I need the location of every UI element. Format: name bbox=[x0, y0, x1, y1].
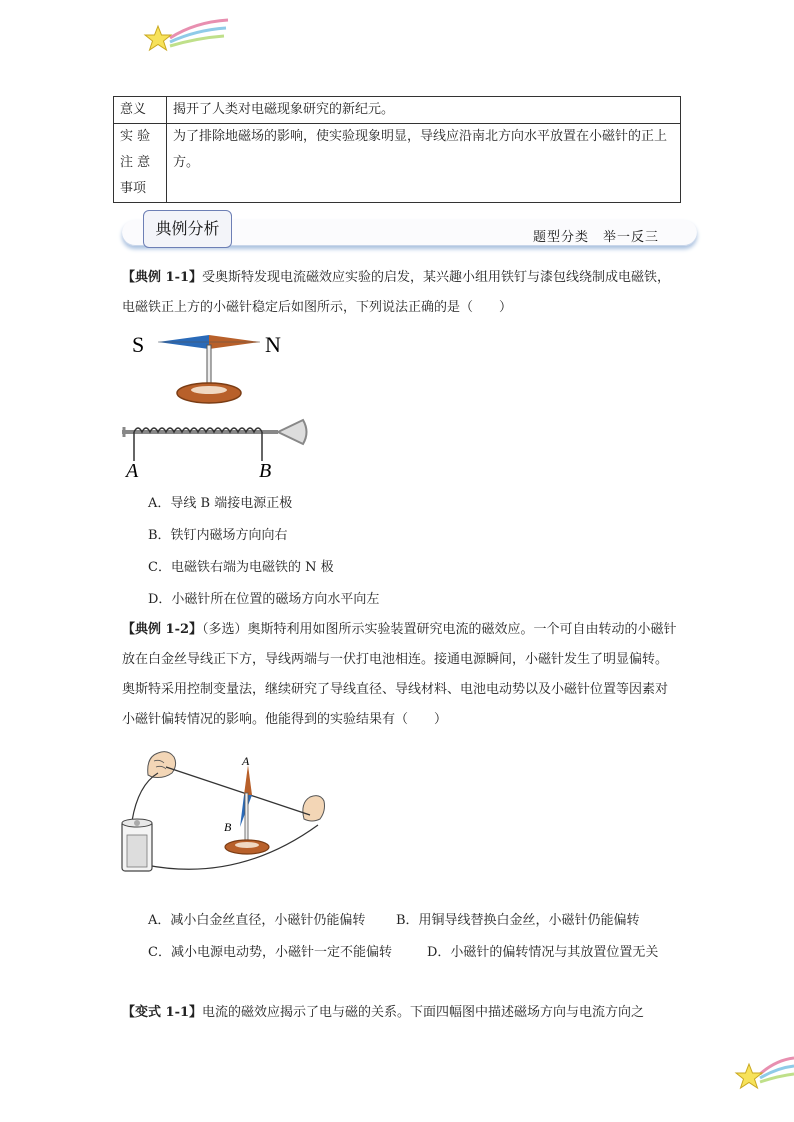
question-1 bbox=[122, 263, 678, 323]
table-content: 为了排除地磁场的影响，使实验现象明显，导线应沿南北方向水平放置在小磁针的正上方。 bbox=[167, 124, 681, 203]
option-d[interactable]: D．小磁针的偏转情况与其放置位置无关 bbox=[427, 945, 659, 960]
question-text: 受奥斯特发现电流磁效应实验的启发，某兴趣小组用铁钉与漆包线绕制成电磁铁，电磁铁正上方的小磁针稳定后如图所示，下列说法正确的是（ ） bbox=[122, 270, 671, 315]
label-s: S bbox=[132, 332, 145, 357]
question-2 bbox=[122, 615, 678, 735]
banner-subtitle: 题型分类 举一反三 bbox=[532, 230, 659, 245]
label-n: N bbox=[265, 332, 281, 357]
label-a: A bbox=[242, 754, 250, 768]
section-banner bbox=[122, 210, 697, 248]
oersted-apparatus-figure bbox=[118, 745, 338, 885]
label-b: B bbox=[224, 820, 232, 834]
shooting-star-top-icon bbox=[140, 16, 230, 60]
variant-1 bbox=[122, 998, 678, 1028]
label-a: A bbox=[126, 460, 139, 482]
electromagnet-figure bbox=[118, 325, 318, 485]
option-c[interactable]: C．减小电源电动势，小磁针一定不能偏转 bbox=[148, 945, 392, 960]
question-tag: 【典例 1-2】 bbox=[122, 622, 203, 637]
table-row bbox=[114, 97, 681, 124]
question-tag: 【变式 1-1】 bbox=[122, 1005, 203, 1020]
option-b[interactable]: B．用铜导线替换白金丝，小磁针仍能偏转 bbox=[396, 913, 640, 928]
label-b: B bbox=[259, 460, 272, 482]
option-b[interactable]: B．铁钉内磁场方向向右 bbox=[148, 528, 288, 543]
table-label: 实 验 注 意 事项 bbox=[114, 124, 167, 203]
banner-title: 典例分析 bbox=[143, 210, 232, 248]
option-a[interactable]: A．减小白金丝直径，小磁针仍能偏转 bbox=[148, 913, 366, 928]
question-text: 电流的磁效应揭示了电与磁的关系。下面四幅图中描述磁场方向与电流方向之 bbox=[202, 1005, 645, 1020]
table-row bbox=[114, 124, 681, 203]
table-content: 揭开了人类对电磁现象研究的新纪元。 bbox=[167, 97, 681, 124]
shooting-star-bottom-icon bbox=[734, 1050, 794, 1098]
question-tag: 【典例 1-1】 bbox=[122, 270, 203, 285]
option-a[interactable]: A．导线 B 端接电源正极 bbox=[148, 496, 293, 511]
summary-table bbox=[113, 96, 681, 203]
question-text: （多选）奥斯特利用如图所示实验装置研究电流的磁效应。一个可自由转动的小磁针放在白金丝导线正下方，导线两端与一伏打电池相连。接通电源瞬间，小磁针发生了明显偏转。奥斯特采用控制变量法，继续研究了导线直径、导线材料、电池电动势以及小磁针位置等因素对小磁针偏转情况的影响。他能得到的实验结果有（ ） bbox=[122, 622, 677, 727]
option-d[interactable]: D．小磁针所在位置的磁场方向水平向左 bbox=[148, 592, 380, 607]
table-label: 意义 bbox=[114, 97, 167, 124]
option-c[interactable]: C．电磁铁右端为电磁铁的 N 极 bbox=[148, 560, 334, 575]
